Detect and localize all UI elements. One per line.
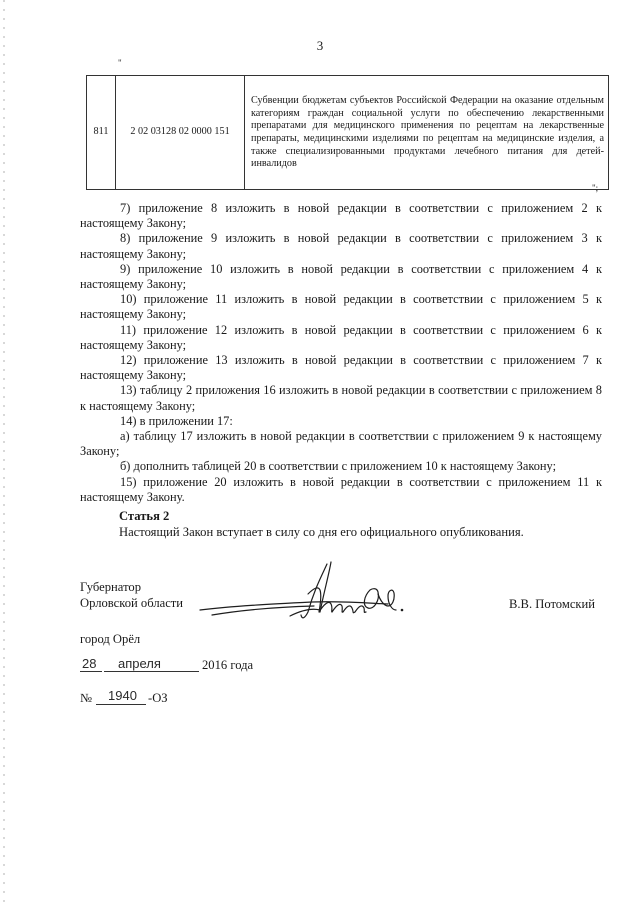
signatory-name: В.В. Потомский — [509, 597, 596, 611]
admin-code-cell: 811 — [87, 76, 116, 190]
date-year: 2016 года — [202, 658, 254, 672]
list-item: 10) приложение 11 изложить в новой редакции в соответствии с приложением 5 к настоящему Закону; — [80, 292, 602, 322]
article-title: Статья 2 — [119, 509, 170, 523]
signatory-title — [80, 579, 183, 611]
income-name-cell: Субвенции бюджетам субъектов Российской Федерации на оказание отдельным категориям граждан социальной услуги по обеспечению лекарственными препаратами для медицинского применения по рецептам на лекарственные препараты, медицинскими изделиями по рецептам на медицинские изделия, а также специализированными продуктами лечебного питания для детей-инвалидов — [245, 76, 609, 190]
list-item: 11) приложение 12 изложить в новой редакции в соответствии с приложением 6 к настоящему Закону; — [80, 322, 602, 352]
city-line: город Орёл — [80, 632, 141, 646]
article-text: Настоящий Закон вступает в силу со дня его официального опубликования. — [119, 525, 524, 539]
list-item: б) дополнить таблицей 20 в соответствии с приложением 10 к настоящему Закону; — [120, 459, 557, 474]
law-number-suffix: -ОЗ — [148, 691, 168, 705]
list-item: 8) приложение 9 изложить в новой редакции в соответствии с приложением 3 к настоящему Закону; — [80, 231, 602, 261]
table-row — [87, 76, 609, 190]
date-blank-line — [104, 671, 199, 672]
list-item: 15) приложение 20 изложить в новой редакции в соответствии с приложением 11 к настоящему Закону. — [80, 474, 602, 504]
list-item: 12) приложение 13 изложить в новой редакции в соответствии с приложением 7 к настоящему Закону; — [80, 353, 602, 383]
scan-edge-marks — [3, 0, 5, 905]
budget-table — [86, 75, 609, 190]
date-day: 28 — [82, 656, 97, 671]
number-blank-line — [96, 704, 146, 705]
number-sign: № — [80, 691, 93, 705]
law-number — [80, 687, 280, 709]
opening-quote: " — [118, 58, 122, 68]
date-blank-line — [80, 671, 102, 672]
list-item: 14) в приложении 17: — [120, 413, 233, 428]
page-number: 3 — [316, 38, 324, 53]
handwritten-signature — [192, 560, 422, 630]
list-item: 13) таблицу 2 приложения 16 изложить в новой редакции в соответствии с приложением 8 к настоящему Закону; — [80, 383, 602, 413]
signatory-title-line: Орловской области — [80, 596, 184, 610]
closing-quote: "; — [592, 183, 599, 193]
budget-classification-code-cell: 2 02 03128 02 0000 151 — [116, 76, 245, 190]
signing-date — [80, 654, 380, 676]
list-item: а) таблицу 17 изложить в новой редакции в соответствии с приложением 9 к настоящему Закону; — [80, 429, 602, 459]
date-month: апреля — [118, 656, 161, 671]
list-item: 7) приложение 8 изложить в новой редакции в соответствии с приложением 2 к настоящему Закону; — [80, 201, 602, 231]
law-number-value: 1940 — [108, 688, 137, 703]
signatory-title-line: Губернатор — [80, 580, 141, 594]
list-item: 9) приложение 10 изложить в новой редакции в соответствии с приложением 4 к настоящему Закону; — [80, 261, 602, 292]
amendment-list — [80, 201, 602, 505]
